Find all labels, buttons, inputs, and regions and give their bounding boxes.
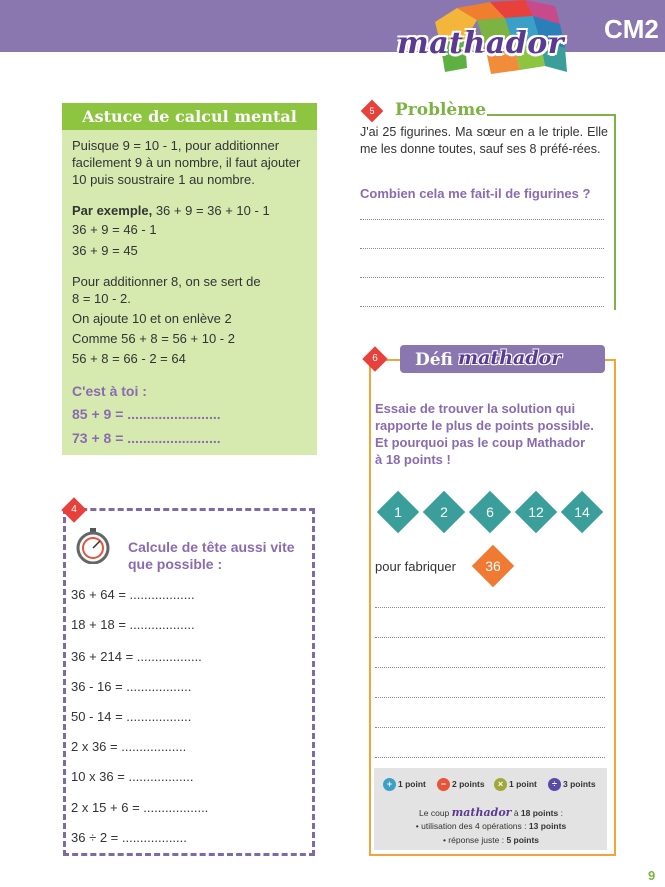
problem-side-rule (614, 114, 616, 310)
second-line: On ajoute 10 et on enlève 2 (72, 311, 232, 326)
legend-label: 3 points (563, 778, 596, 789)
example-step: 36 + 9 = 45 (72, 243, 138, 258)
answer-line[interactable] (375, 697, 605, 698)
rule-item (376, 835, 606, 845)
calc-item[interactable]: 36 - 16 = .................. (71, 679, 192, 694)
defi-instruction-line: à 18 points ! (375, 452, 451, 467)
divide-icon: ÷ (548, 778, 561, 791)
legend-sub (437, 778, 485, 791)
rule-item-points: 13 points (528, 821, 567, 831)
number-tile-label: 6 (486, 504, 494, 520)
calc-item[interactable]: 50 - 14 = .................. (71, 709, 192, 724)
legend-div (548, 778, 596, 791)
answer-line[interactable] (360, 277, 604, 278)
defi-instruction-line: Et pourquoi pas le coup Mathador (375, 435, 586, 450)
answer-line[interactable] (375, 637, 605, 638)
astuce-intro-line: 10 puis soustraire 1 au nombre. (72, 172, 255, 187)
build-label: pour fabriquer (375, 559, 456, 574)
calc-item[interactable]: 36 + 64 = .................. (71, 587, 195, 602)
answer-line[interactable] (375, 727, 605, 728)
second-line: Pour additionner 8, on se sert de (72, 274, 261, 289)
rule-item-points: 5 points (506, 835, 540, 845)
mathador-rule (376, 806, 606, 819)
calc-item[interactable]: 36 ÷ 2 = .................. (71, 830, 187, 845)
rule-points: 18 points (520, 808, 559, 818)
rule-suffix: à (511, 808, 521, 818)
calc-item[interactable]: 2 x 15 + 6 = .................. (71, 800, 209, 815)
calc-item[interactable]: 10 x 36 = .................. (71, 769, 194, 784)
number-tile-label: 14 (574, 504, 590, 520)
exercise-4-title-line: Calcule de tête aussi vite (128, 539, 295, 555)
problem-title: Problème (395, 100, 487, 120)
calc-item[interactable]: 2 x 36 = .................. (71, 739, 187, 754)
rule-logo: mathador (451, 806, 512, 819)
rule-colon: : (558, 808, 563, 818)
second-line: 8 = 10 - 2. (72, 291, 131, 306)
answer-line[interactable] (375, 757, 605, 758)
legend-label: 1 point (509, 778, 537, 789)
plus-icon: + (383, 778, 396, 791)
astuce-example (72, 202, 270, 219)
answer-line[interactable] (375, 607, 605, 608)
example-step: 36 + 9 = 46 - 1 (72, 222, 157, 237)
answer-line[interactable] (375, 667, 605, 668)
answer-line[interactable] (360, 248, 604, 249)
rule-item (376, 821, 606, 831)
legend-label: 2 points (452, 778, 485, 789)
logo-wordmark: mathador (397, 26, 565, 61)
second-line: Comme 56 + 8 = 56 + 10 - 2 (72, 331, 235, 346)
rule-prefix: Le coup (419, 808, 450, 818)
astuce-exercise[interactable]: 85 + 9 = ........................ (72, 406, 221, 422)
stopwatch-icon (75, 528, 111, 564)
answer-line[interactable] (360, 219, 604, 220)
calc-item[interactable]: 18 + 18 = .................. (71, 617, 195, 632)
astuce-intro-line: Puisque 9 = 10 - 1, pour additionner (72, 138, 280, 153)
exercise-4-title-line: que possible : (128, 556, 223, 572)
number-tile-label: 1 (394, 504, 402, 520)
target-number: 36 (485, 558, 501, 574)
astuce-exercise[interactable]: 73 + 8 = ........................ (72, 430, 221, 446)
problem-number: 5 (369, 106, 375, 116)
rule-item-text: • utilisation des 4 opérations : (415, 821, 529, 831)
mathador-logo (395, 0, 600, 86)
calc-item[interactable]: 36 + 214 = .................. (71, 649, 202, 664)
exercise-4-title (128, 539, 295, 573)
problem-text: J'ai 25 figurines. Ma sœur en a le triple. Elle me les donne toutes, sauf ses 8 préfé-rées. (360, 125, 608, 156)
multiply-icon: × (494, 778, 507, 791)
rule-item-text: • réponse juste : (442, 835, 507, 845)
number-tile-label: 2 (440, 504, 448, 520)
problem-question: Combien cela me fait-il de figurines ? (360, 186, 591, 201)
number-tile-label: 12 (528, 504, 544, 520)
legend-label: 1 point (398, 778, 426, 789)
defi-logo: mathador (458, 347, 562, 369)
minus-icon: − (437, 778, 450, 791)
example-label: Par exemple, (72, 203, 153, 218)
page-number: 9 (648, 868, 656, 883)
exercise-4-number: 4 (71, 504, 77, 515)
legend-add (383, 778, 426, 791)
problem-rule (487, 114, 616, 116)
answer-line[interactable] (360, 306, 604, 307)
defi-instructions (375, 400, 615, 468)
astuce-title: Astuce de calcul mental (62, 103, 317, 130)
astuce-intro-line: facilement 9 à un nombre, il faut ajouter (72, 155, 301, 170)
your-turn-label: C'est à toi : (72, 383, 147, 399)
defi-instruction-line: rapporte le plus de points possible. (375, 418, 594, 433)
defi-instruction-line: Essaie de trouver la solution qui (375, 401, 576, 416)
second-line: 56 + 8 = 66 - 2 = 64 (72, 351, 186, 366)
defi-title: Défi (415, 350, 453, 370)
level-label: CM2 (604, 14, 659, 44)
legend-mul (494, 778, 537, 791)
example-line: 36 + 9 = 36 + 10 - 1 (152, 203, 270, 218)
defi-number: 6 (372, 353, 378, 364)
